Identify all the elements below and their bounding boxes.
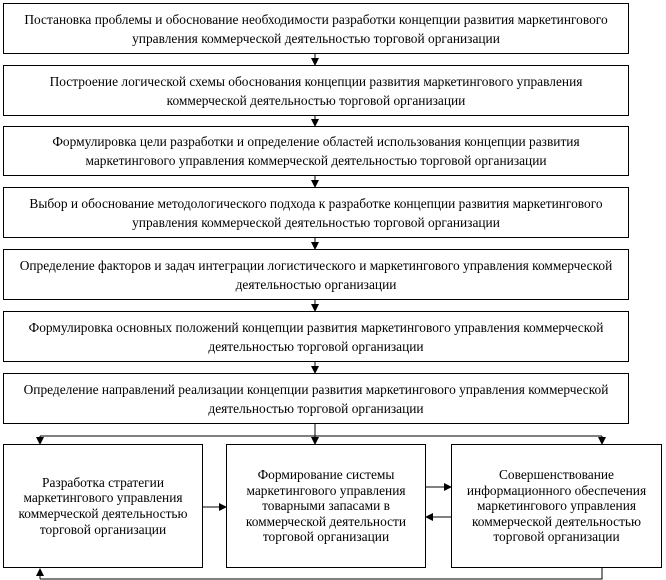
strategy-text: Разработка стратегии маркетингового управления коммерческой деятельностью торговой организации — [18, 474, 188, 537]
inventory-system-text: Формирование системы маркетингового управления товарными запасами в коммерческой деятельности торговой организации — [245, 467, 407, 545]
feedback-line — [40, 568, 602, 579]
step-5-text: Определение факторов и задач интеграции логистического и маркетингового управления коммерческой деятельностью организации — [19, 257, 613, 292]
strategy-box — [3, 444, 203, 568]
information-support-text: Совершенствование информационного обеспечения маркетингового управления коммерческой деятельностью торговой организации — [466, 467, 647, 545]
inventory-system-box — [226, 444, 426, 568]
step-4-box — [3, 187, 629, 238]
step-5-box — [3, 249, 629, 300]
step-3-box — [3, 126, 629, 176]
step-3-text: Формулировка цели разработки и определение областей использования концепции развития маркетингового управления коммерческой деятельностью торговой организации — [52, 134, 580, 168]
step-6-text: Формулировка основных положений концепции развития маркетингового управления коммерческой деятельностью торговой организации — [28, 319, 604, 354]
information-support-box — [451, 444, 662, 568]
step-7-text: Определение направлений реализации концепции развития маркетингового управления коммерческой деятельностью торговой организации — [23, 381, 609, 416]
step-6-box — [3, 311, 629, 362]
step-1-box — [3, 3, 629, 54]
step-1-text: Постановка проблемы и обоснование необходимости разработки концепции развития маркетингового управления коммерческой деятельностью торговой организации — [24, 11, 608, 46]
step-2-text: Построение логической схемы обоснования концепции развития маркетингового управления коммерческой деятельностью торговой организации — [49, 73, 583, 108]
step-2-box — [3, 65, 629, 116]
step-4-text: Выбор и обоснование методологического подхода к разработке концепции развития маркетингового управления коммерческой деятельностью торговой организации — [29, 195, 603, 230]
step-7-box — [3, 373, 629, 424]
